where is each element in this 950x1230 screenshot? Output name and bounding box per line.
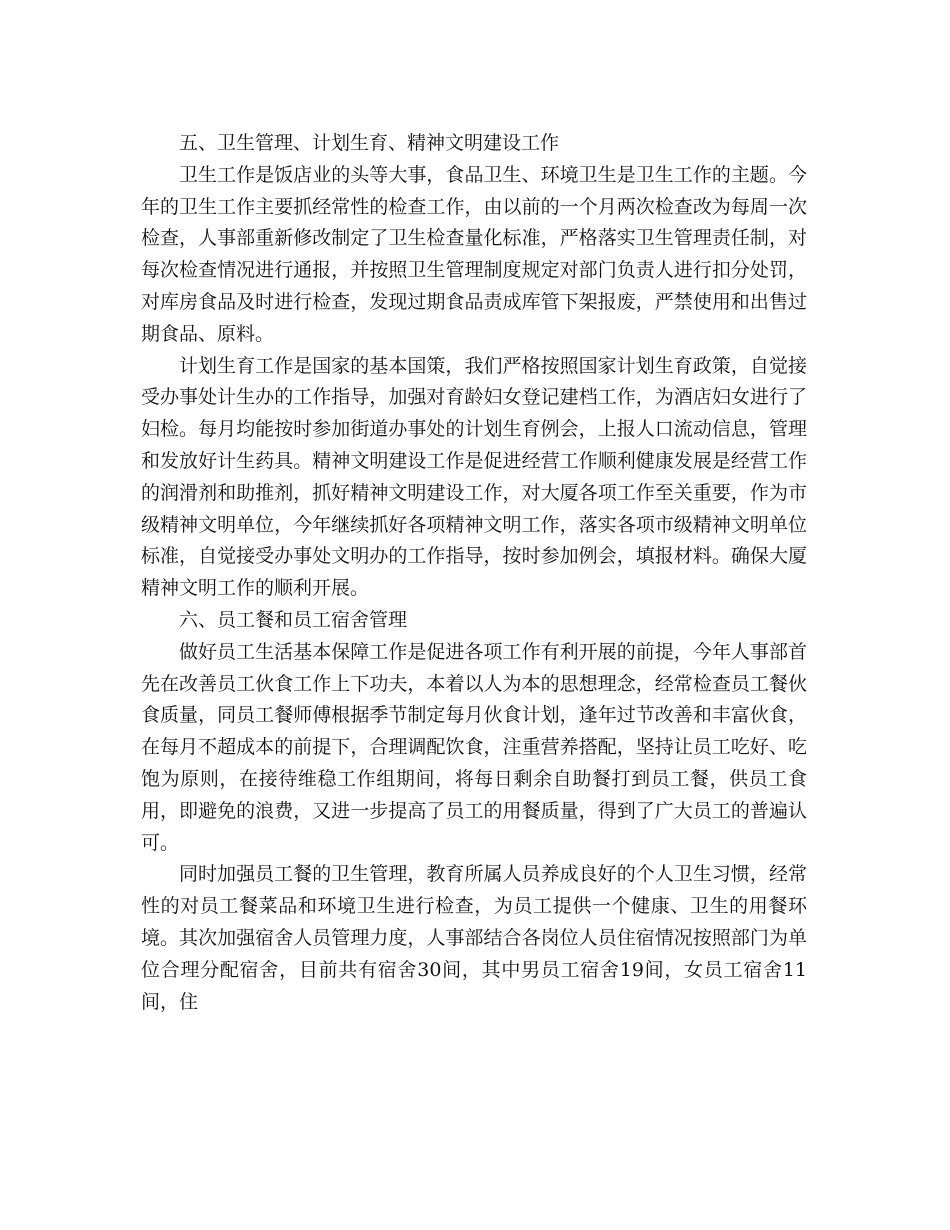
document-body bbox=[141, 128, 807, 1018]
section-6-paragraph-1: 做好员工生活基本保障工作是促进各项工作有利开展的前提，今年人事部首先在改善员工伙食工作上下功夫，本着以人为本的思想理念，经常检查员工餐伙食质量，同员工餐师傅根据季节制定每月伙食计划，逢年过节改善和丰富伙食，在每月不超成本的前提下，合理调配饮食，注重营养搭配，坚持让员工吃好、吃饱为原则，在接待维稳工作组期间，将每日剩余自助餐打到员工餐，供员工食用，即避免的浪费，又进一步提高了员工的用餐质量，得到了广大员工的普遍认可。 bbox=[141, 640, 807, 854]
section-5-heading: 五、卫生管理、计划生育、精神文明建设工作 bbox=[179, 132, 560, 154]
section-5-paragraph-1: 卫生工作是饭店业的头等大事，食品卫生、环境卫生是卫生工作的主题。今年的卫生工作主要抓经常性的检查工作，由以前的一个月两次检查改为每周一次检查，人事部重新修改制定了卫生检查量化标准，严格落实卫生管理责任制，对每次检查情况进行通报，并按照卫生管理制度规定对部门负责人进行扣分处罚，对库房食品及时进行检查，发现过期食品责成库管下架报废，严禁使用和出售过期食品、原料。 bbox=[141, 163, 807, 345]
section-6-heading: 六、员工餐和员工宿舍管理 bbox=[179, 608, 408, 631]
section-6-paragraph-2: 同时加强员工餐的卫生管理，教育所属人员养成良好的个人卫生习惯，经常性的对员工餐菜品和环境卫生进行检查，为员工提供一个健康、卫生的用餐环境。其次加强宿舍人员管理力度，人事部结合各岗位人员住宿情况按照部门为单位合理分配宿舍，目前共有宿舍30间，其中男员工宿舍19间，女员工宿舍11间，住 bbox=[141, 863, 807, 1013]
section-5-paragraph-2: 计划生育工作是国家的基本国策，我们严格按照国家计划生育政策，自觉接受办事处计生办的工作指导，加强对育龄妇女登记建档工作，为酒店妇女进行了妇检。每月均能按时参加街道办事处的计划生育例会，上报人口流动信息，管理和发放好计生药具。精神文明建设工作是促进经营工作顺利健康发展是经营工作的润滑剂和助推剂，抓好精神文明建设工作，对大厦各项工作至关重要，作为市级精神文明单位，今年继续抓好各项精神文明工作，落实各项市级精神文明单位标准，自觉接受办事处文明办的工作指导，按时参加例会，填报材料。确保大厦精神文明工作的顺利开展。 bbox=[141, 354, 807, 600]
